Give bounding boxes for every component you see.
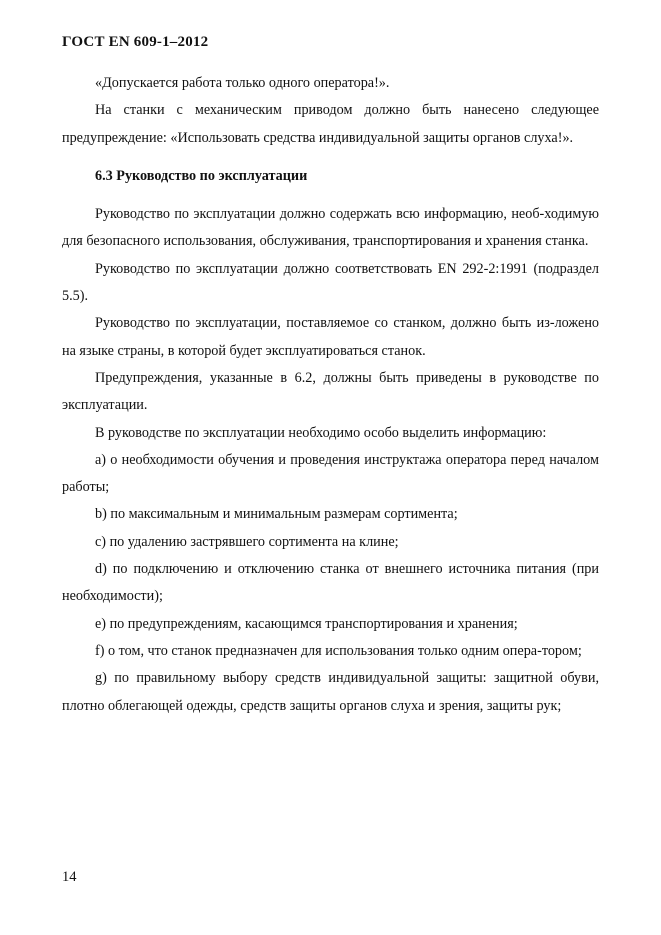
list-item-a: a) о необходимости обучения и проведения инструктажа оператора перед началом работы;: [62, 451, 599, 496]
list-item-d: d) по подключению и отключению станка от внешнего источника питания (при необходимости);: [62, 561, 599, 605]
section-title: 6.3 Руководство по эксплуатации: [95, 167, 308, 184]
standard-header: ГОСТ EN 609-1–2012: [62, 34, 209, 50]
paragraph-manual-language: Руководство по эксплуатации, поставляемое со станком, должно быть из-ложено на языке страны, в которой будет эксплуатироваться станок.: [62, 315, 599, 359]
list-item-f: f) о том, что станок предназначен для использования только одним опера-тором;: [95, 642, 582, 659]
list-item-g: g) по правильному выбору средств индивидуальной защиты: защитной обуви, плотно облегающей одежды, средств защиты органов слуха и зрения, защиты рук;: [62, 670, 599, 714]
paragraph-manual-standard: Руководство по эксплуатации должно соответствовать EN 292-2:1991 (подраздел 5.5).: [62, 260, 599, 305]
paragraph-operator-warning: «Допускается работа только одного оператора!».: [95, 75, 390, 91]
document-body: [62, 70, 599, 720]
page-number: 14: [62, 869, 77, 885]
paragraph-manual-warnings: Предупреждения, указанные в 6.2, должны быть приведены в руководстве по эксплуатации.: [62, 369, 599, 414]
paragraph-hearing-warning: На станки с механическим приводом должно быть нанесено следующее предупреждение: «Использовать средства индивидуальной защиты органов слуха!».: [62, 102, 599, 146]
paragraph-manual-content: Руководство по эксплуатации должно содержать всю информацию, необ-ходимую для безопасного использования, обслуживания, транспортирования и хранения станка.: [62, 206, 599, 250]
list-item-b: b) по максимальным и минимальным размерам сортимента;: [95, 506, 458, 523]
paragraph-manual-highlight: В руководстве по эксплуатации необходимо особо выделить информацию:: [95, 424, 547, 441]
list-item-c: c) по удалению застрявшего сортимента на клине;: [95, 533, 399, 550]
list-item-e: e) по предупреждениям, касающимся транспортирования и хранения;: [95, 615, 518, 632]
